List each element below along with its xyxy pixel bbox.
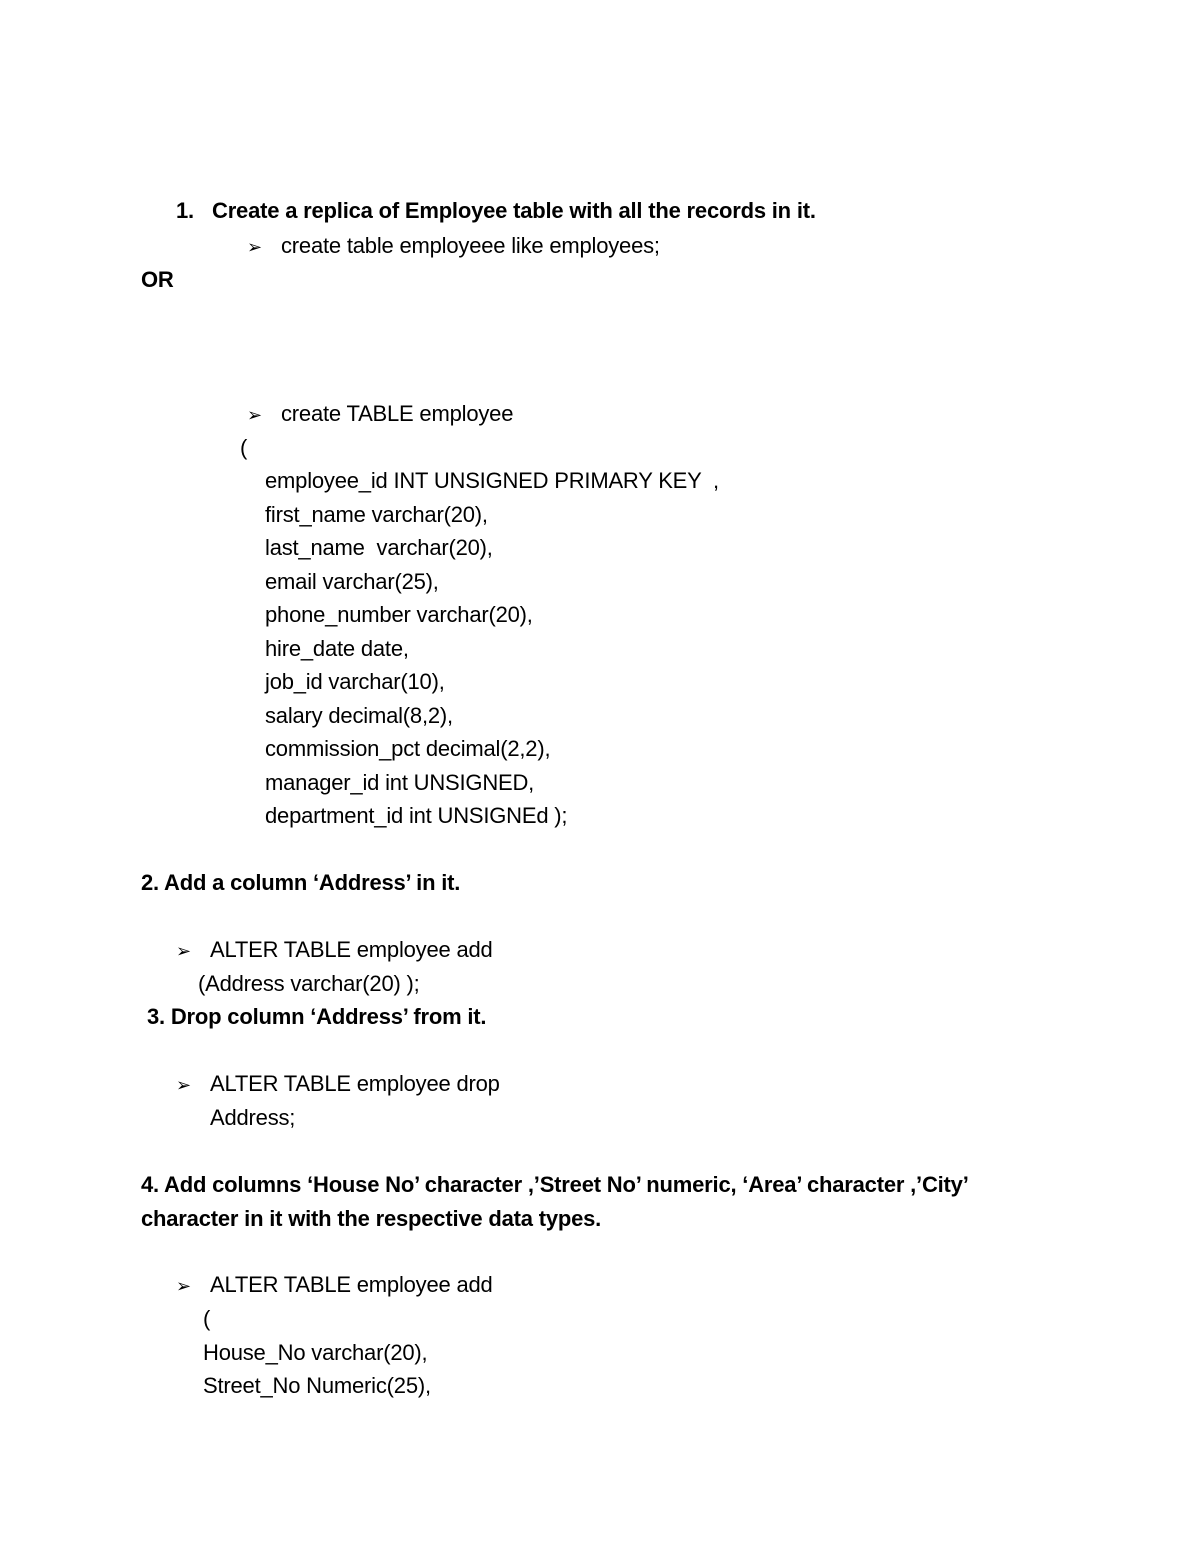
question-4-title-line-2: character in it with the respective data types. [141, 1206, 602, 1231]
answer-2-line-1 [176, 937, 493, 965]
answer-3-line-2: Address; [210, 1105, 296, 1130]
answer-1a-text: create table employeee like employees; [281, 233, 660, 258]
open-paren: ( [203, 1306, 211, 1331]
sql-field-line: email varchar(25), [265, 569, 439, 594]
sql-field-line: last_name varchar(20), [265, 535, 493, 560]
sql-field-line: first_name varchar(20), [265, 502, 488, 527]
answer-1b-header-text: create TABLE employee [281, 401, 514, 426]
answer-2-line-2: (Address varchar(20) ); [198, 971, 420, 996]
sql-field-line: hire_date date, [265, 636, 409, 661]
question-1-number: 1. [176, 198, 194, 223]
arrow-bullet-icon: ➢ [176, 1276, 191, 1297]
sql-field-line: employee_id INT UNSIGNED PRIMARY KEY , [265, 468, 719, 493]
arrow-bullet-icon: ➢ [176, 1075, 191, 1096]
sql-field-line: Street_No Numeric(25), [203, 1373, 431, 1398]
question-4-title-line-1: 4. Add columns ‘House No’ character ,’Street No’ numeric, ‘Area’ character ,’City’ [141, 1172, 969, 1197]
sql-field-line: department_id int UNSIGNEd ); [265, 803, 568, 828]
sql-field-line: job_id varchar(10), [265, 669, 445, 694]
answer-3-line-1-text: ALTER TABLE employee drop [210, 1071, 500, 1096]
open-paren: ( [240, 435, 248, 460]
question-3-title: 3. Drop column ‘Address’ from it. [147, 1004, 487, 1029]
arrow-bullet-icon: ➢ [247, 237, 262, 258]
question-1-title: Create a replica of Employee table with all the records in it. [212, 198, 816, 223]
answer-1a [247, 233, 660, 261]
answer-2-line-1-text: ALTER TABLE employee add [210, 937, 493, 962]
sql-field-line: House_No varchar(20), [203, 1340, 428, 1365]
or-separator: OR [141, 267, 174, 292]
sql-field-line: commission_pct decimal(2,2), [265, 736, 551, 761]
answer-3-line-1 [176, 1071, 500, 1099]
arrow-bullet-icon: ➢ [247, 405, 262, 426]
question-2-title: 2. Add a column ‘Address’ in it. [141, 870, 461, 895]
sql-field-line: phone_number varchar(20), [265, 602, 533, 627]
answer-4-line-1-text: ALTER TABLE employee add [210, 1272, 493, 1297]
sql-field-line: manager_id int UNSIGNED, [265, 770, 535, 795]
answer-1b-header [247, 401, 513, 429]
sql-field-line: salary decimal(8,2), [265, 703, 453, 728]
arrow-bullet-icon: ➢ [176, 941, 191, 962]
answer-4-line-1 [176, 1272, 493, 1300]
